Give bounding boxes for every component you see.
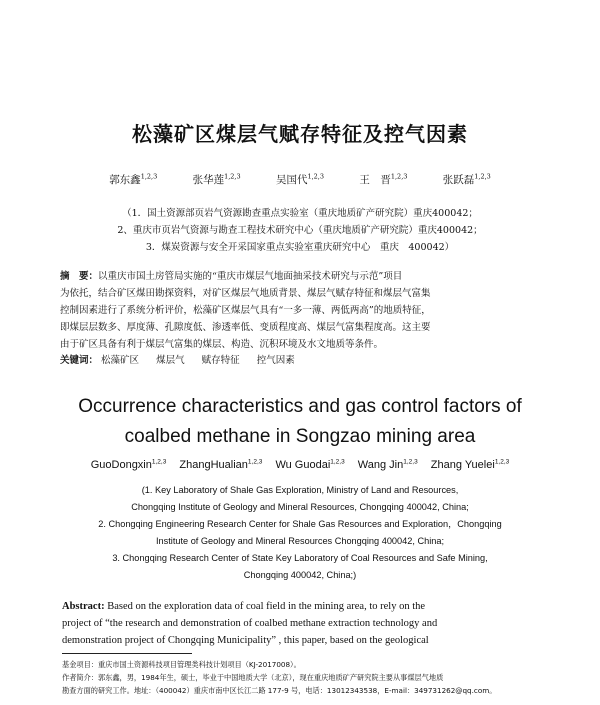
- affiliation-line: （1．国土资源部页岩气资源勘查重点实验室（重庆地质矿产研究院）重庆400042；: [122, 208, 478, 219]
- affiliation-line: 2. Chongqing Engineering Research Center for Shale Gas Resources and Exploration，Chongqing: [98, 519, 502, 529]
- author-en: GuoDongxin$^{1,2,3}$: [90, 458, 167, 471]
- authors-english: [0, 458, 600, 471]
- authors-chinese: [0, 172, 600, 187]
- author-en: Zhang Yuelei$^{1,2,3}$: [430, 458, 510, 471]
- keyword: 赋存特征: [201, 355, 240, 366]
- abstract-chinese: 摘 要：以重庆市国土房管局实施的“重庆市煤层气地面抽采技术研究与示范”项目 为依托，结合矿区煤田勘探资料，对矿区煤层气地质背景、煤层气赋存特征和煤层气富集 控制因素进行了系统分析评价，松藻矿区煤层气具有“一多一薄、两低两高”的地质特征， 即煤层层数多、厚度薄、孔隙度低、渗透率低、变质程度高、煤层气富集程度高。这主要 由于矿区具备有利于煤层气富集的煤层、构造、沉积环境及水文地质等条件。: [60, 271, 431, 350]
- author-cn: 吴国代$^{1,2,3}$: [275, 172, 325, 186]
- affiliations-english: [0, 482, 600, 584]
- affiliation-line: Chongqing Institute of Geology and Mineral Resources, Chongqing 400042, China;: [131, 502, 469, 512]
- affiliation-line: 3．煤炭资源与安全开采国家重点实验室重庆研究中心 重庆 400042）: [145, 242, 455, 253]
- keywords-chinese: [60, 352, 548, 366]
- affiliation-line: Institute of Geology and Mineral Resources Chongqing 400042, China;: [155, 536, 445, 546]
- author-cn: 王 晋$^{1,2,3}$: [359, 172, 408, 186]
- title-english: Occurrence characteristics and gas control factors of coalbed methane in Songzao mining area: [78, 396, 522, 447]
- footnote-divider: [62, 653, 192, 654]
- author-en: Wang Jin$^{1,2,3}$: [357, 458, 418, 471]
- author-cn: 张华莲$^{1,2,3}$: [192, 172, 241, 186]
- affiliation-line: 3. Chongqing Research Center of State Key Laboratory of Coal Resources and Safe Mining,: [112, 553, 488, 563]
- keyword: 控气因素: [256, 355, 295, 366]
- footnote: 基金项目：重庆市国土资源科技项目管理类科技计划项目（KJ-2017008）。 作者简介：郭东鑫，男，1984年生，硕士，毕业于中国地质大学（北京），现在重庆地质矿产研究院主要从事煤层气地质 勘查方面的研究工作。地址：（400042）重庆市南中区长江二路 177-9 号，电话：13012343538，E-mail：349731262@qq.com。: [62, 660, 497, 695]
- keywords-label: 关键词：: [60, 355, 99, 366]
- author-cn: 郭东鑫$^{1,2,3}$: [109, 172, 158, 186]
- abstract-english: Abstract: Based on the exploration data of coal field in the mining area, to rely on the project of “the research and demonstration of coalbed methane extraction technology and demonstration project of Chongqing Municipality” , this paper, based on the geological: [62, 601, 438, 646]
- author-cn: 张跃磊$^{1,2,3}$: [442, 172, 491, 186]
- title-chinese: 松藻矿区煤层气赋存特征及控气因素: [132, 122, 468, 146]
- affiliation-line: 2、重庆市页岩气资源与勘查工程技术研究中心（重庆地质矿产研究院）重庆400042；: [117, 225, 483, 236]
- affiliation-line: (1. Key Laboratory of Shale Gas Exploration, Ministry of Land and Resources,: [141, 485, 459, 495]
- author-en: Wu Guodai$^{1,2,3}$: [275, 458, 345, 471]
- keyword: 松藻矿区: [101, 355, 140, 366]
- affiliations-chinese: [0, 205, 600, 256]
- abstract-label: Abstract:: [62, 601, 105, 612]
- affiliation-line: Chongqing 400042, China;): [243, 570, 357, 580]
- author-en: ZhangHualian$^{1,2,3}$: [179, 458, 263, 471]
- keyword: 煤层气: [156, 355, 185, 366]
- abstract-label: 摘 要：: [60, 271, 99, 282]
